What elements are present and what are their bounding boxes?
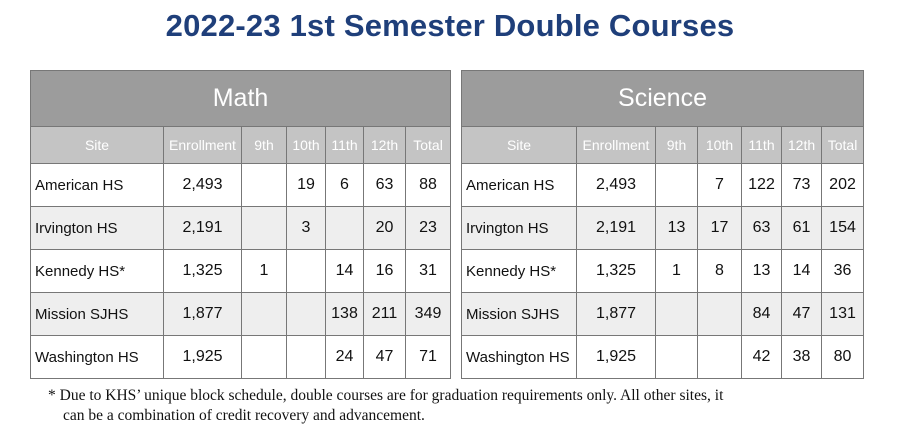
math-cell-12th: 63	[364, 164, 406, 207]
math-cell-site: Kennedy HS*	[31, 250, 164, 293]
science-heading: Science	[462, 71, 864, 127]
science-col-header-site: Site	[462, 127, 577, 164]
table-row	[462, 250, 864, 293]
table-row	[462, 293, 864, 336]
math-cell-enrollment: 1,877	[164, 293, 242, 336]
table-row	[462, 336, 864, 379]
science-cell-12th: 61	[782, 207, 822, 250]
table-row	[31, 164, 451, 207]
science-col-header-12th: 12th	[782, 127, 822, 164]
math-cell-12th: 47	[364, 336, 406, 379]
science-cell-enrollment: 1,877	[577, 293, 656, 336]
science-cell-10th	[698, 293, 742, 336]
science-cell-10th: 17	[698, 207, 742, 250]
math-cell-12th: 20	[364, 207, 406, 250]
science-table-body	[462, 164, 864, 379]
science-cell-site: Kennedy HS*	[462, 250, 577, 293]
science-col-header-total: Total	[822, 127, 864, 164]
science-cell-11th: 42	[742, 336, 782, 379]
math-cell-9th: 1	[242, 250, 287, 293]
science-cell-site: Mission SJHS	[462, 293, 577, 336]
science-col-header-9th: 9th	[656, 127, 698, 164]
math-col-header-10th: 10th	[287, 127, 326, 164]
science-cell-enrollment: 2,493	[577, 164, 656, 207]
math-cell-total: 71	[406, 336, 451, 379]
math-cell-11th: 14	[326, 250, 364, 293]
science-cell-12th: 73	[782, 164, 822, 207]
science-cell-11th: 84	[742, 293, 782, 336]
science-cell-12th: 38	[782, 336, 822, 379]
math-cell-site: Mission SJHS	[31, 293, 164, 336]
table-row	[462, 164, 864, 207]
footnote-line-2: can be a combination of credit recovery and advancement.	[63, 407, 425, 424]
science-col-header-11th: 11th	[742, 127, 782, 164]
math-cell-12th: 211	[364, 293, 406, 336]
science-table	[461, 70, 864, 379]
table-row	[31, 336, 451, 379]
math-cell-11th: 138	[326, 293, 364, 336]
footnote-line-1: * Due to KHS’ unique block schedule, double courses are for graduation requirements only. All other sites, it	[48, 387, 724, 404]
science-cell-9th	[656, 164, 698, 207]
math-cell-site: American HS	[31, 164, 164, 207]
science-cell-9th: 13	[656, 207, 698, 250]
science-cell-11th: 122	[742, 164, 782, 207]
math-cell-9th	[242, 164, 287, 207]
math-cell-11th	[326, 207, 364, 250]
science-cell-enrollment: 1,925	[577, 336, 656, 379]
science-cell-10th: 7	[698, 164, 742, 207]
math-col-header-12th: 12th	[364, 127, 406, 164]
science-col-header-10th: 10th	[698, 127, 742, 164]
science-cell-12th: 47	[782, 293, 822, 336]
science-cell-11th: 63	[742, 207, 782, 250]
science-column-headers	[462, 127, 864, 164]
science-cell-site: Washington HS	[462, 336, 577, 379]
math-cell-enrollment: 2,493	[164, 164, 242, 207]
science-cell-site: American HS	[462, 164, 577, 207]
math-cell-9th	[242, 336, 287, 379]
math-cell-11th: 6	[326, 164, 364, 207]
table-row	[31, 250, 451, 293]
math-cell-10th: 3	[287, 207, 326, 250]
math-cell-total: 88	[406, 164, 451, 207]
science-cell-12th: 14	[782, 250, 822, 293]
math-column-headers	[31, 127, 451, 164]
math-cell-total: 31	[406, 250, 451, 293]
science-cell-enrollment: 1,325	[577, 250, 656, 293]
math-cell-9th	[242, 293, 287, 336]
math-cell-9th	[242, 207, 287, 250]
math-cell-enrollment: 1,325	[164, 250, 242, 293]
math-heading: Math	[31, 71, 451, 127]
math-cell-enrollment: 2,191	[164, 207, 242, 250]
science-cell-total: 131	[822, 293, 864, 336]
math-table-body	[31, 164, 451, 379]
science-cell-total: 80	[822, 336, 864, 379]
page-title: 2022-23 1st Semester Double Courses	[165, 8, 735, 43]
table-row	[462, 207, 864, 250]
math-cell-12th: 16	[364, 250, 406, 293]
science-cell-10th: 8	[698, 250, 742, 293]
math-cell-10th	[287, 336, 326, 379]
math-col-header-enrollment: Enrollment	[164, 127, 242, 164]
science-cell-10th	[698, 336, 742, 379]
science-cell-total: 154	[822, 207, 864, 250]
math-cell-10th	[287, 293, 326, 336]
science-cell-enrollment: 2,191	[577, 207, 656, 250]
math-cell-site: Irvington HS	[31, 207, 164, 250]
math-cell-enrollment: 1,925	[164, 336, 242, 379]
science-col-header-enrollment: Enrollment	[577, 127, 656, 164]
math-cell-11th: 24	[326, 336, 364, 379]
science-cell-9th: 1	[656, 250, 698, 293]
math-col-header-11th: 11th	[326, 127, 364, 164]
science-cell-total: 36	[822, 250, 864, 293]
table-row	[31, 207, 451, 250]
science-cell-site: Irvington HS	[462, 207, 577, 250]
math-col-header-9th: 9th	[242, 127, 287, 164]
science-cell-9th	[656, 293, 698, 336]
math-cell-10th: 19	[287, 164, 326, 207]
math-cell-total: 23	[406, 207, 451, 250]
science-cell-11th: 13	[742, 250, 782, 293]
math-table	[30, 70, 451, 379]
math-cell-10th	[287, 250, 326, 293]
math-col-header-site: Site	[31, 127, 164, 164]
footnote	[48, 386, 848, 426]
table-row	[31, 293, 451, 336]
science-cell-9th	[656, 336, 698, 379]
math-col-header-total: Total	[406, 127, 451, 164]
science-cell-total: 202	[822, 164, 864, 207]
math-cell-site: Washington HS	[31, 336, 164, 379]
math-cell-total: 349	[406, 293, 451, 336]
